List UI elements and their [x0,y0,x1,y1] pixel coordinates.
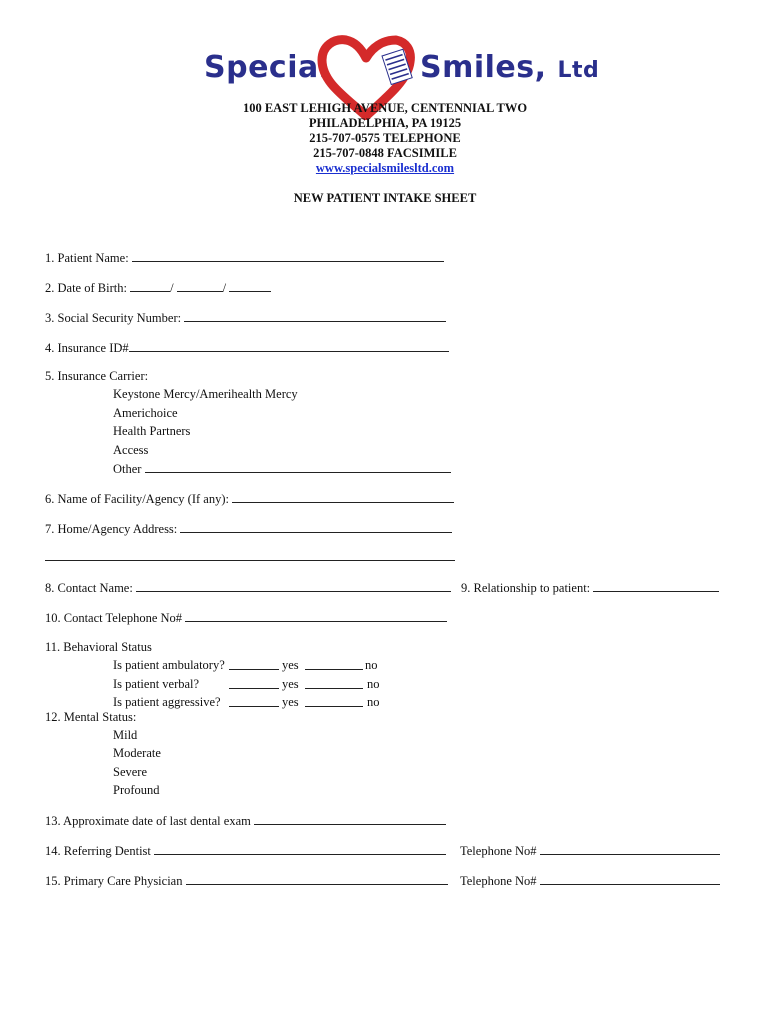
behavior-question: Is patient aggressive? [113,695,221,709]
referring-dentist-field[interactable] [154,843,446,855]
mental-option[interactable]: Mild [113,728,138,742]
facility-field[interactable] [232,491,454,503]
phone-line: 215-707-0575 TELEPHONE [309,131,461,145]
contact-name-row: 8. Contact Name: [45,580,451,596]
carrier-option[interactable]: Other [113,462,142,476]
insurance-id-row: 4. Insurance ID# [45,340,449,356]
address-line-2: PHILADELPHIA, PA 19125 [308,116,462,130]
behavior-no-field[interactable] [305,677,363,689]
facility-row: 6. Name of Facility/Agency (If any): [45,491,454,507]
pcp-phone-field[interactable] [540,873,720,885]
patient-name-field[interactable] [132,250,444,262]
ssn-row: 3. Social Security Number: [45,310,446,326]
contact-phone-field[interactable] [185,610,447,622]
insurance-carrier-label: 5. Insurance Carrier: [45,369,149,383]
mental-option[interactable]: Severe [113,765,148,779]
pcp-field[interactable] [186,873,448,885]
relationship-row: 9. Relationship to patient: [461,580,719,596]
contact-phone-row: 10. Contact Telephone No# [45,610,447,626]
website-row [0,161,770,176]
patient-name-row: 1. Patient Name: [45,250,444,266]
referring-phone-field[interactable] [540,843,720,855]
last-exam-field[interactable] [254,813,446,825]
referring-dentist-row: 14. Referring Dentist [45,843,446,859]
no-label: no [367,677,380,691]
mental-option[interactable]: Profound [113,783,160,797]
behavior-no-field[interactable] [305,658,363,670]
contact-name-field[interactable] [136,580,451,592]
fax-line: 215-707-0848 FACSIMILE [313,146,457,160]
carrier-other-field[interactable] [145,461,451,473]
ssn-field[interactable] [184,310,446,322]
address-row: 7. Home/Agency Address: [45,521,452,537]
no-label: no [367,695,380,709]
relationship-field[interactable] [593,580,719,592]
carrier-option[interactable]: Americhoice [113,406,178,420]
yes-label: yes [282,695,299,709]
yes-label: yes [282,677,299,691]
logo-word-smiles: Smiles, Ltd [420,50,600,85]
referring-phone-row: Telephone No# [460,843,720,859]
behavior-no-field[interactable] [305,695,363,707]
pcp-phone-row: Telephone No# [460,873,720,889]
logo-word-special: Special [204,50,330,85]
dob-day-field[interactable] [177,280,223,292]
behavior-question: Is patient verbal? [113,677,200,691]
mental-option[interactable]: Moderate [113,746,161,760]
last-exam-row: 13. Approximate date of last dental exam [45,813,446,829]
mental-status-label: 12. Mental Status: [45,710,137,724]
logo-suffix: Ltd [557,58,600,83]
address-field-2[interactable] [45,560,455,561]
yes-label: yes [282,658,299,672]
behavioral-status-label: 11. Behavioral Status [45,640,152,654]
behavior-yes-field[interactable] [229,658,279,670]
behavior-yes-field[interactable] [229,677,279,689]
address-field-1[interactable] [180,521,452,533]
no-label: no [365,658,378,672]
website-link[interactable]: www.specialsmilesltd.com [315,161,455,175]
carrier-option[interactable]: Health Partners [113,424,191,438]
dob-row: 2. Date of Birth: / / [45,280,271,296]
behavior-question: Is patient ambulatory? [113,658,225,672]
address-line-1: 100 EAST LEHIGH AVENUE, CENTENNIAL TWO [242,101,528,115]
dob-month-field[interactable] [130,280,170,292]
carrier-option[interactable]: Keystone Mercy/Amerihealth Mercy [113,387,298,401]
carrier-option[interactable]: Access [113,443,149,457]
form-title: NEW PATIENT INTAKE SHEET [293,191,477,205]
dob-year-field[interactable] [229,280,271,292]
pcp-row: 15. Primary Care Physician [45,873,448,889]
insurance-id-field[interactable] [129,340,449,352]
carrier-other-row [113,461,451,477]
behavior-yes-field[interactable] [229,695,279,707]
